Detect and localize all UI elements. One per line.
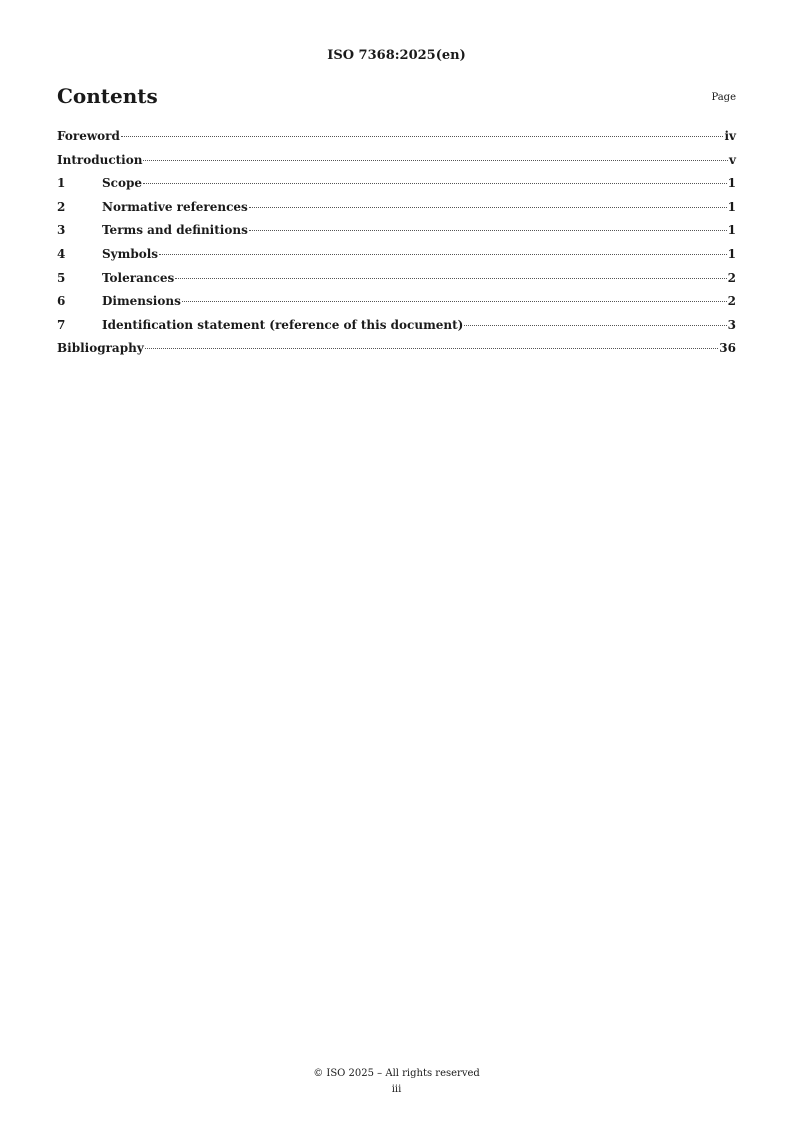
toc-entry-title: Introduction bbox=[57, 152, 143, 167]
toc-entry-bibliography[interactable] bbox=[57, 341, 736, 365]
toc-entry-number: 7 bbox=[57, 317, 66, 332]
copyright-notice: © ISO 2025 – All rights reserved bbox=[313, 1068, 480, 1079]
toc-entry-number: 3 bbox=[57, 223, 66, 238]
toc-entry-introduction[interactable] bbox=[57, 153, 736, 177]
toc-leader-dots bbox=[121, 136, 724, 137]
toc-entry-title: Scope bbox=[102, 176, 143, 191]
document-header: ISO 7368:2025(en) bbox=[327, 48, 466, 63]
toc-entry-title: Foreword bbox=[57, 129, 120, 143]
page-column-label: Page bbox=[711, 92, 736, 103]
toc-entry-number: 2 bbox=[57, 199, 66, 214]
toc-leader-dots bbox=[145, 348, 719, 349]
toc-entry-title: Terms and definitions bbox=[102, 223, 248, 238]
toc-leader-dots bbox=[464, 325, 726, 326]
toc-entry-identification-statement[interactable] bbox=[57, 318, 736, 342]
toc-leader-dots bbox=[159, 254, 727, 255]
toc-entry-page: 2 bbox=[727, 270, 736, 285]
toc-entry-page: 3 bbox=[727, 317, 736, 332]
toc-leader-dots bbox=[175, 278, 726, 279]
toc-entry-title: Tolerances bbox=[102, 270, 175, 285]
toc-entry-page: 2 bbox=[727, 294, 736, 309]
page-footer bbox=[0, 1066, 793, 1098]
toc-entry-page: 36 bbox=[719, 341, 736, 356]
toc-entry-title: Dimensions bbox=[102, 294, 181, 309]
toc-entry-title: Normative references bbox=[102, 199, 248, 214]
toc-entry-title: Symbols bbox=[102, 246, 159, 261]
contents-heading: Contents bbox=[57, 84, 158, 108]
page-number: iii bbox=[391, 1084, 402, 1095]
toc-entry-symbols[interactable] bbox=[57, 247, 736, 271]
toc-entry-number: 4 bbox=[57, 246, 66, 261]
toc-leader-dots bbox=[182, 301, 727, 302]
toc-leader-dots bbox=[143, 183, 727, 184]
toc-entry-number: 5 bbox=[57, 270, 66, 285]
toc-entry-foreword[interactable] bbox=[57, 129, 736, 153]
toc-entry-title: Identification statement (reference of this document) bbox=[102, 317, 464, 332]
toc-entry-page: v bbox=[729, 152, 736, 167]
toc-entry-tolerances[interactable] bbox=[57, 271, 736, 295]
toc-entry-normative-references[interactable] bbox=[57, 200, 736, 224]
toc-entry-page: 1 bbox=[727, 199, 736, 214]
toc-leader-dots bbox=[143, 160, 728, 161]
toc-entry-terms-and-definitions[interactable] bbox=[57, 223, 736, 247]
toc-entry-page: 1 bbox=[727, 223, 736, 238]
toc-entry-number: 6 bbox=[57, 294, 66, 309]
toc-entry-dimensions[interactable] bbox=[57, 294, 736, 318]
toc-entry-scope[interactable] bbox=[57, 176, 736, 200]
toc-entry-page: 1 bbox=[727, 246, 736, 261]
toc-entry-page: 1 bbox=[727, 176, 736, 191]
toc-entry-number: 1 bbox=[57, 176, 66, 191]
toc-entry-title: Bibliography bbox=[57, 341, 144, 356]
toc-entry-page: iv bbox=[724, 129, 736, 143]
toc-leader-dots bbox=[249, 207, 727, 208]
table-of-contents bbox=[57, 129, 736, 365]
toc-leader-dots bbox=[249, 230, 727, 231]
